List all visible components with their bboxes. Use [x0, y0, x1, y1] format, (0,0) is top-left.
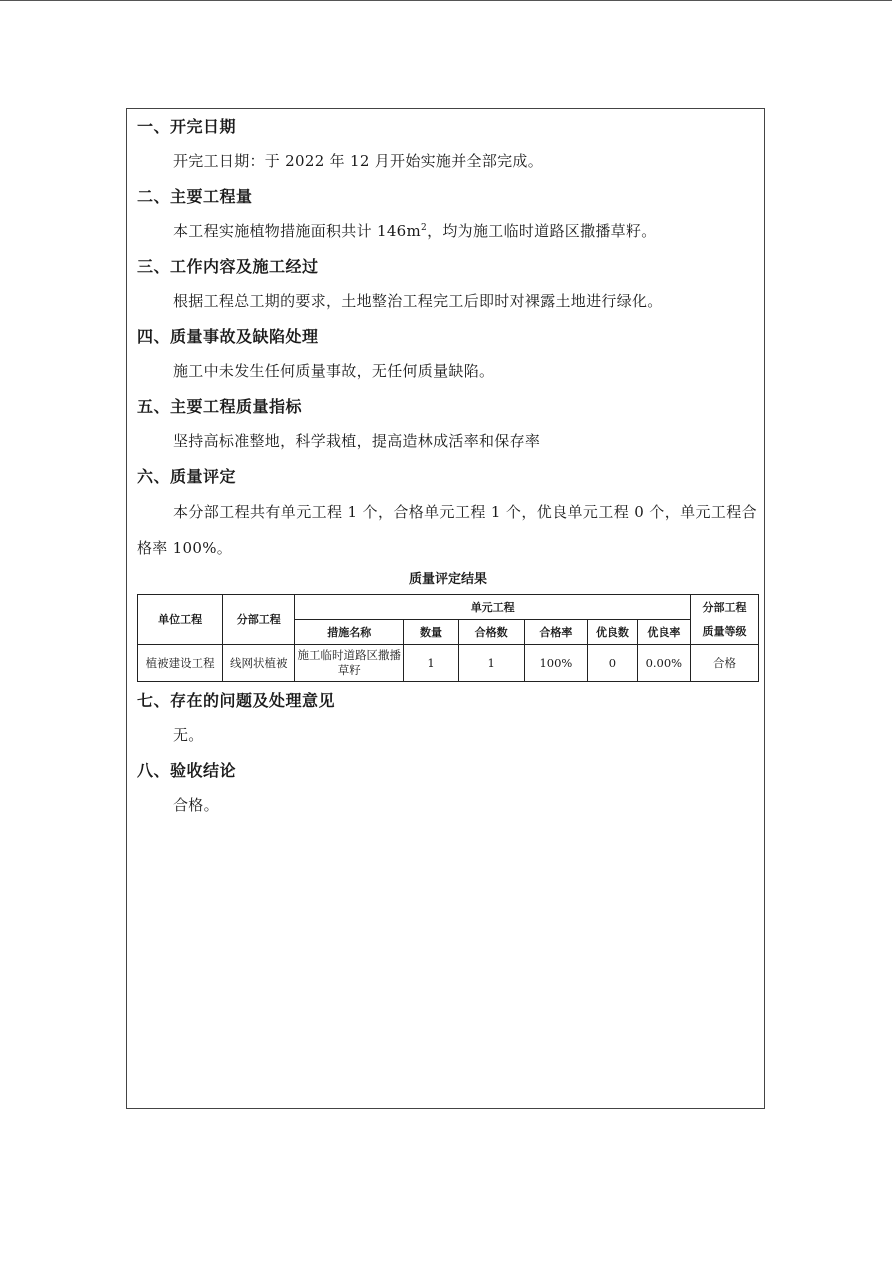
- section-text-indicators: 坚持高标准整地，科学栽植，提高造林成活率和保存率: [173, 432, 541, 450]
- section-text-dates: 开完工日期：于 2022 年 12 月开始实施并全部完成。: [173, 152, 544, 170]
- quantities-text-after: ，均为施工临时道路区撒播草籽。: [427, 222, 657, 240]
- cell-sub-project: 线网状植被: [223, 645, 295, 682]
- section-heading-quantities: 二、主要工程量: [137, 187, 253, 206]
- header-qualified-count: 合格数: [458, 620, 524, 645]
- page-top-rule: [0, 0, 892, 1]
- cell-unit-project: 植被建设工程: [138, 645, 223, 682]
- section-heading-conclusion: 八、验收结论: [137, 761, 237, 780]
- section-text-work: 根据工程总工期的要求，土地整治工程完工后即时对裸露土地进行绿化。: [173, 292, 663, 310]
- header-unit-project: 单位工程: [138, 595, 223, 645]
- header-measure-name: 措施名称: [295, 620, 404, 645]
- quantities-text-before: 本工程实施植物措施面积共计 146m: [173, 222, 422, 240]
- cell-excellent-count: 0: [588, 645, 637, 682]
- header-excellent-rate: 优良率: [637, 620, 690, 645]
- area-unit-superscript: 2: [421, 223, 428, 233]
- section-heading-indicators: 五、主要工程质量指标: [137, 397, 303, 416]
- document-frame: [126, 108, 765, 1109]
- section-heading-issues: 七、存在的问题及处理意见: [137, 691, 336, 710]
- section-heading-work: 三、工作内容及施工经过: [137, 257, 319, 276]
- document-content: [137, 109, 757, 823]
- section-heading-defects: 四、质量事故及缺陷处理: [137, 327, 319, 346]
- cell-qualified-rate: 100%: [524, 645, 588, 682]
- cell-grade: 合格: [691, 645, 759, 682]
- table-caption: 质量评定结果: [408, 572, 487, 587]
- section-heading-evaluation: 六、质量评定: [137, 467, 237, 486]
- header-grade: [691, 595, 759, 645]
- cell-measure-name: 施工临时道路区撒播草籽: [295, 645, 404, 682]
- section-heading-dates: 一、开完日期: [137, 117, 237, 136]
- header-unit-element: 单元工程: [295, 595, 691, 620]
- section-text-issues: 无。: [173, 726, 204, 744]
- header-sub-project: 分部工程: [223, 595, 295, 645]
- header-excellent-count: 优良数: [588, 620, 637, 645]
- header-qualified-rate: 合格率: [524, 620, 588, 645]
- cell-quantity: 1: [404, 645, 458, 682]
- header-grade-line2: 质量等级: [702, 624, 747, 638]
- header-quantity: 数量: [404, 620, 458, 645]
- cell-excellent-rate: 0.00%: [637, 645, 690, 682]
- section-text-quantities: [137, 214, 757, 249]
- section-text-evaluation: 本分部工程共有单元工程 1 个，合格单元工程 1 个，优良单元工程 0 个，单元工程合格率 100%。: [137, 503, 757, 557]
- header-grade-line1: 分部工程: [702, 600, 747, 614]
- section-text-conclusion: 合格。: [173, 796, 219, 814]
- section-text-defects: 施工中未发生任何质量事故，无任何质量缺陷。: [173, 362, 495, 380]
- quality-result-table: [137, 594, 759, 682]
- table-row: [138, 645, 759, 682]
- cell-qualified-count: 1: [458, 645, 524, 682]
- table-header-row: [138, 595, 759, 620]
